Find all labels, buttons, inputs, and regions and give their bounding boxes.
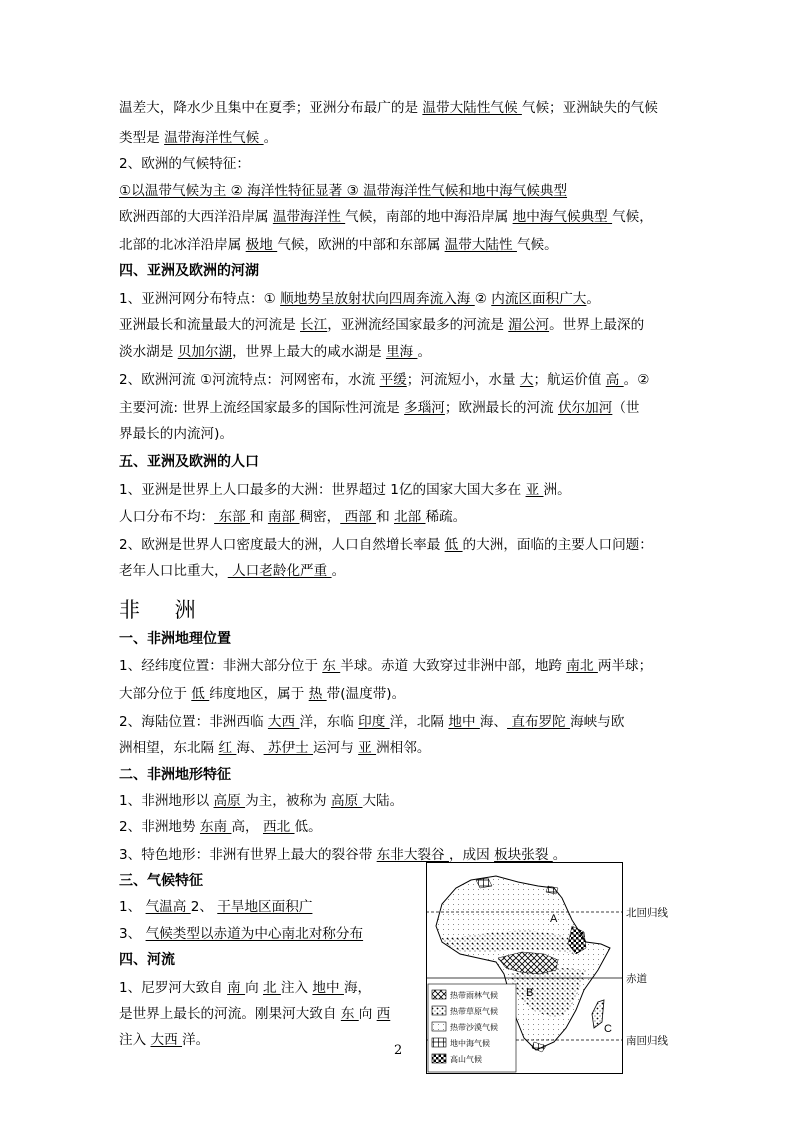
text-segment: 洲相邻。 <box>376 740 431 756</box>
text-segment: ，亚洲流经国家最多的河流是 <box>327 317 509 333</box>
text-segment: 1、尼罗河大致自 <box>119 980 228 996</box>
answer-blank: 西部 <box>340 509 377 525</box>
text-segment: 气候，欧洲的中部和东部属 <box>277 237 445 253</box>
text-segment: 主要河流: 世界上流经国家最多的国际性河流是 <box>119 400 405 416</box>
text-segment: 大陆。 <box>362 793 404 809</box>
answer-blank: 温带大陆性 <box>444 237 517 253</box>
answer-blank: 西北 <box>262 819 295 835</box>
text-line <box>119 657 652 676</box>
text-segment: 1、亚洲是世界上人口最多的大洲：世界超过 1亿的国家大国大多在 <box>119 482 526 498</box>
answer-blank: 低 <box>444 537 463 553</box>
text-segment: 2、欧洲河流 ①河流特点：河网密布，水流 <box>119 372 380 388</box>
answer-blank: 西 <box>376 1006 391 1022</box>
answer-blank: 湄公河 <box>508 317 550 333</box>
answer-blank: 红 <box>218 740 237 756</box>
legend-label-desert: 热带沙漠气候 <box>450 1023 498 1032</box>
section-heading: 四、亚洲及欧洲的河湖 <box>119 263 259 279</box>
text-segment: 大部分位于 <box>119 686 192 702</box>
text-segment: 。 <box>263 130 278 146</box>
label-tropic-south: 南回归线 <box>626 1035 668 1047</box>
text-segment: 纬度地区，属于 <box>209 686 309 702</box>
answer-blank: 亚 <box>525 482 544 498</box>
answer-blank: 北部 <box>393 509 426 525</box>
text-line <box>119 536 653 555</box>
point-label-c: C <box>604 1023 612 1035</box>
text-segment: 两半球； <box>597 658 653 674</box>
answer-blank: ①以温带气候为主 ② 海洋性特征显著 ③ 温带海洋性气候和地中海气候典型 <box>119 183 568 199</box>
text-segment: 2、欧洲的气候特征： <box>119 156 250 172</box>
text-segment: 亚洲最长和流量最大的河流是 <box>119 317 301 333</box>
text-segment: 向 <box>358 1006 377 1022</box>
text-line <box>119 155 250 174</box>
text-segment: 海， <box>343 980 372 996</box>
text-line <box>119 343 431 362</box>
text-segment: 低。 <box>294 819 322 835</box>
label-tropic-north: 北回归线 <box>626 907 668 919</box>
answer-blank: 大 <box>519 372 534 388</box>
text-line <box>119 872 203 891</box>
answer-blank: 大西 <box>150 1032 183 1048</box>
text-line <box>119 979 371 998</box>
legend-swatch-mediterranean <box>432 1038 446 1047</box>
africa-climate-map <box>426 862 672 1074</box>
text-segment: 稀疏。 <box>425 509 467 525</box>
answer-blank: 顺地势呈放射状向四周奔流入海 <box>280 291 475 307</box>
answer-blank: 亚 <box>358 740 377 756</box>
legend-swatch-savanna <box>432 1006 446 1015</box>
answer-blank: 高原 <box>330 793 363 809</box>
text-segment: 稠密， <box>299 509 341 525</box>
text-segment: 海、 <box>479 714 508 730</box>
text-segment: 1、经纬度位置：非洲大部分位于 <box>119 658 323 674</box>
text-segment: 。世界上最深的 <box>549 317 645 333</box>
answer-blank: 伏尔加河 <box>557 400 613 416</box>
text-segment: 欧洲西部的大西洋沿岸属 <box>119 209 273 225</box>
text-line <box>119 818 322 837</box>
text-line <box>119 316 644 335</box>
text-segment: 洲。 <box>543 482 571 498</box>
text-line <box>119 208 653 227</box>
text-line <box>119 236 558 255</box>
text-line <box>119 685 405 704</box>
text-segment: 注入 <box>280 980 313 996</box>
page-number: 2 <box>394 1043 403 1058</box>
answer-blank: 印度 <box>358 714 390 730</box>
text-line <box>119 1031 209 1050</box>
text-line <box>119 425 233 444</box>
answer-blank: 温带大陆性气候 <box>422 100 522 116</box>
text-segment: 洲相望，东北隔 <box>119 740 219 756</box>
answer-blank: 极地 <box>245 237 278 253</box>
answer-blank: 南部 <box>267 509 300 525</box>
text-segment: 带(温度带)。 <box>326 686 406 702</box>
text-segment: （世 <box>612 400 640 416</box>
answer-blank: 地中 <box>312 980 344 996</box>
section-title-africa: 非 洲 <box>119 598 210 622</box>
answer-blank: 温带海洋性 <box>272 209 346 225</box>
section-heading: 五、亚洲及欧洲的人口 <box>119 454 259 470</box>
text-line <box>119 371 649 390</box>
text-segment: 3、特色地形：非洲有世界上最大的裂谷带 <box>119 847 377 863</box>
text-line <box>119 562 345 581</box>
text-segment: 温差大，降水少且集中在夏季；亚洲分布最广的是 <box>119 100 423 116</box>
answer-blank: 地中海气候典型 <box>512 209 613 225</box>
section-heading: 四、河流 <box>119 952 175 968</box>
text-segment: 人口分布不均： <box>119 509 215 525</box>
text-segment: 半球。赤道 大致穿过非洲中部，地跨 <box>340 658 567 674</box>
text-segment: 2、非洲地势 <box>119 819 200 835</box>
text-segment: 2、欧洲是世界人口密度最大的洲，人口自然增长率最 <box>119 537 445 553</box>
text-segment: ，成因 <box>448 847 495 863</box>
text-segment: 高， <box>231 819 263 835</box>
text-line <box>119 399 640 418</box>
text-segment: 向 <box>245 980 263 996</box>
text-segment: ；航运价值 <box>533 372 606 388</box>
text-segment: ；欧洲最长的河流 <box>444 400 558 416</box>
text-segment: 2、 <box>190 899 218 915</box>
text-segment: 为主，被称为 <box>245 793 331 809</box>
answer-blank: 高 <box>605 372 624 388</box>
text-segment: ；河流短小，水量 <box>406 372 520 388</box>
answer-blank: 苏伊士 <box>263 740 314 756</box>
text-segment: ，世界上最大的咸水湖是 <box>232 344 386 360</box>
answer-blank: 北 <box>262 980 281 996</box>
answer-blank: 气候类型以赤道为中心南北对称分布 <box>145 926 364 942</box>
text-line <box>119 713 624 732</box>
legend-swatch-highland <box>432 1054 446 1063</box>
section-heading: 三、气候特征 <box>119 873 203 889</box>
answer-blank: 直布罗陀 <box>507 714 571 730</box>
text-segment: 。② <box>623 372 650 388</box>
text-line <box>119 925 363 944</box>
legend-label-mediterranean: 地中海气候 <box>450 1039 490 1048</box>
text-line <box>119 630 231 649</box>
answer-blank: 干旱地区面积广 <box>217 899 313 915</box>
point-label-b: B <box>526 987 534 999</box>
section-heading: 二、非洲地形特征 <box>119 767 231 783</box>
text-segment: 注入 <box>119 1032 151 1048</box>
answer-blank: 低 <box>191 686 210 702</box>
answer-blank: 长江 <box>300 317 328 333</box>
answer-blank: 内流区面积广大 <box>491 291 587 307</box>
text-line <box>119 766 231 785</box>
text-segment: 运河与 <box>313 740 359 756</box>
text-segment: 洋。 <box>182 1032 210 1048</box>
text-segment: 。 <box>417 344 432 360</box>
text-line <box>119 1005 390 1024</box>
text-segment: 气候，南部的地中海沿岸属 <box>345 209 513 225</box>
legend-label-highland: 高山气候 <box>450 1055 482 1064</box>
answer-blank: 大西 <box>267 714 300 730</box>
text-segment: 和 <box>250 509 268 525</box>
text-segment: 3、 <box>119 926 146 942</box>
legend-swatch-rainforest <box>432 990 446 999</box>
text-segment: ② <box>474 291 492 307</box>
answer-blank: 多瑙河 <box>404 400 445 416</box>
text-line <box>119 739 430 758</box>
text-segment: 的大洲，面临的主要人口问题： <box>462 537 653 553</box>
text-segment: 气候。 <box>516 237 558 253</box>
text-line <box>119 99 658 118</box>
text-segment: 。 <box>586 291 600 307</box>
section-heading: 一、非洲地理位置 <box>119 631 231 647</box>
text-segment: 海峡与欧 <box>570 714 625 730</box>
text-segment: 。 <box>552 847 567 863</box>
answer-blank: 热 <box>308 686 327 702</box>
legend-label-savanna: 热带草原气候 <box>450 1007 498 1016</box>
text-line <box>119 508 466 527</box>
point-label-a: A <box>550 913 558 925</box>
text-line <box>119 481 571 500</box>
text-line <box>119 262 259 281</box>
answer-blank: 东 <box>340 1006 359 1022</box>
answer-blank: 南 <box>227 980 246 996</box>
text-line <box>119 290 600 309</box>
text-segment: 北部的北冰洋沿岸属 <box>119 237 246 253</box>
answer-blank: 东 <box>322 658 341 674</box>
text-segment: 气候；亚洲缺失的气候 <box>521 100 658 116</box>
text-line <box>119 951 175 970</box>
answer-blank: 高原 <box>213 793 246 809</box>
answer-blank: 贝加尔湖 <box>177 344 233 360</box>
text-line <box>119 898 312 917</box>
answer-blank: 人口老龄化严重 <box>227 563 332 579</box>
answer-blank: 地中 <box>448 714 480 730</box>
text-segment: 气候， <box>612 209 653 225</box>
legend-swatch-desert <box>432 1022 446 1031</box>
text-segment: 界最长的内流河)。 <box>119 426 234 442</box>
text-segment: 洋，东临 <box>299 714 359 730</box>
text-segment: 2、海陆位置：非洲西临 <box>119 714 268 730</box>
answer-blank: 气温高 <box>145 899 191 915</box>
answer-blank: 东南 <box>199 819 232 835</box>
text-line <box>119 129 277 148</box>
answer-blank: 板块张裂 <box>494 847 553 863</box>
answer-blank: 东部 <box>214 509 250 525</box>
text-segment: 是世界上最长的河流。刚果河大致自 <box>119 1006 341 1022</box>
text-segment: 类型是 <box>119 130 165 146</box>
text-segment: 1、非洲地形以 <box>119 793 214 809</box>
text-segment: 1、 <box>119 899 146 915</box>
text-segment: 和 <box>376 509 394 525</box>
text-line <box>119 792 403 811</box>
text-segment: 洋，北隔 <box>389 714 449 730</box>
text-line <box>119 182 567 201</box>
label-equator: 赤道 <box>626 973 647 985</box>
text-segment: 淡水湖是 <box>119 344 178 360</box>
answer-blank: 里海 <box>385 344 418 360</box>
text-segment: 海、 <box>236 740 264 756</box>
text-segment: 。 <box>331 563 346 579</box>
text-segment: 1、亚洲河网分布特点：① <box>119 291 281 307</box>
answer-blank: 东非大裂谷 <box>376 847 449 863</box>
answer-blank: 南北 <box>566 658 598 674</box>
legend-label-rainforest: 热带雨林气候 <box>450 991 498 1000</box>
text-line <box>119 453 259 472</box>
text-segment: 老年人口比重大， <box>119 563 228 579</box>
answer-blank: 温带海洋性气候 <box>164 130 264 146</box>
answer-blank: 平缓 <box>379 372 407 388</box>
